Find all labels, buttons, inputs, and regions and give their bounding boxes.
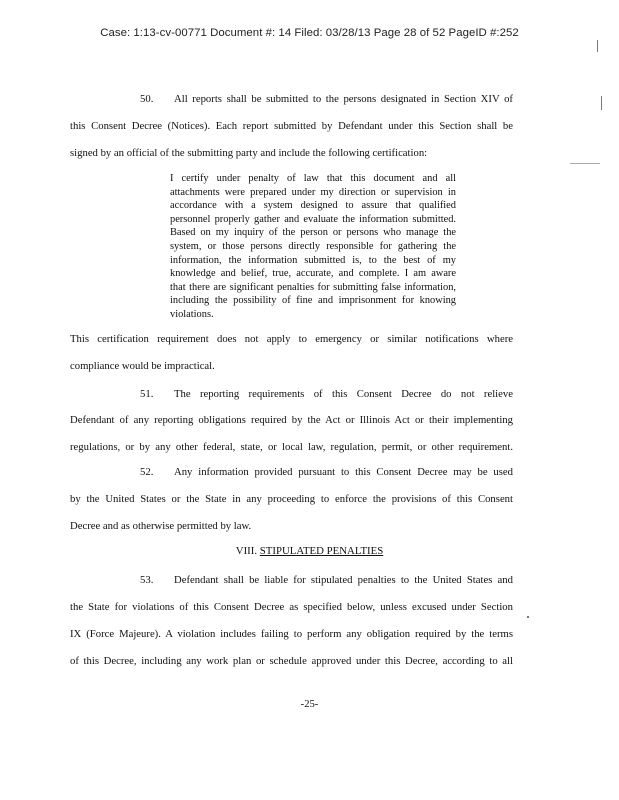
para-52-line-3: Decree and as otherwise permitted by law. bbox=[70, 520, 252, 532]
para-51-line-3: regulations, or by any other federal, state, or local law, regulation, permit, or other requirement. bbox=[70, 441, 513, 453]
certification-line: violations. bbox=[170, 308, 214, 320]
certification-line: including the possibility of fine and imprisonment for knowing bbox=[170, 295, 456, 307]
certification-line: information, the information submitted is, to the best of my bbox=[170, 254, 456, 266]
para-53-line-3: IX (Force Majeure). A violation includes failing to perform any obligation required by the terms bbox=[70, 628, 513, 640]
para-50-number: 50. bbox=[140, 93, 154, 105]
para-52-line-2: by the United States or the State in any proceeding to enforce the provisions of this Consent bbox=[70, 493, 513, 505]
section-title: STIPULATED PENALTIES bbox=[259, 545, 384, 557]
scan-mark bbox=[570, 163, 600, 164]
section-heading bbox=[0, 545, 619, 557]
cert-note-line-2: compliance would be impractical. bbox=[70, 360, 215, 372]
certification-block bbox=[170, 172, 456, 322]
para-50-line-3: signed by an official of the submitting party and include the following certification: bbox=[70, 147, 428, 159]
certification-line: accordance with a system designed to assure that qualified bbox=[170, 200, 456, 212]
para-52-number: 52. bbox=[140, 466, 154, 478]
scan-mark bbox=[601, 96, 602, 110]
para-53-line-4: of this Decree, including any work plan or schedule approved under this Decree, according to all bbox=[70, 655, 513, 667]
para-51-line-2: Defendant of any reporting obligations required by the Act or Illinois Act or their implementing bbox=[70, 414, 513, 426]
scan-mark bbox=[597, 40, 598, 52]
certification-line: system, or those persons directly responsible for gathering the bbox=[170, 240, 456, 252]
para-51-line-1: The reporting requirements of this Consent Decree do not relieve bbox=[174, 388, 513, 400]
para-51-number: 51. bbox=[140, 388, 154, 400]
certification-line: that there are significant penalties for submitting false information, bbox=[170, 281, 456, 293]
certification-line: personnel properly gather and evaluate the information submitted. bbox=[170, 213, 456, 225]
cert-note-line-1: This certification requirement does not apply to emergency or similar notifications where bbox=[70, 333, 513, 345]
para-50-line-1: All reports shall be submitted to the persons designated in Section XIV of bbox=[174, 93, 513, 105]
case-header: Case: 1:13-cv-00771 Document #: 14 Filed: 03/28/13 Page 28 of 52 PageID #:252 bbox=[100, 27, 519, 39]
certification-line: attachments were prepared under my direction or supervision in bbox=[170, 186, 456, 198]
para-52-line-1: Any information provided pursuant to this Consent Decree may be used bbox=[174, 466, 513, 478]
section-number: VIII. bbox=[235, 545, 258, 557]
certification-line: knowledge and belief, true, accurate, and complete. I am aware bbox=[170, 268, 456, 280]
para-53-line-1: Defendant shall be liable for stipulated penalties to the United States and bbox=[174, 574, 513, 586]
certification-line: I certify under penalty of law that this document and all bbox=[170, 173, 456, 184]
scan-mark bbox=[527, 616, 529, 618]
certification-line: Based on my inquiry of the person or persons who manage the bbox=[170, 227, 456, 239]
page-number: -25- bbox=[300, 699, 319, 710]
para-53-line-2: the State for violations of this Consent Decree as specified below, unless excused under Section bbox=[70, 601, 513, 613]
para-53-number: 53. bbox=[140, 574, 154, 586]
para-50-line-2: this Consent Decree (Notices). Each report submitted by Defendant under this Section shall be bbox=[70, 120, 513, 132]
